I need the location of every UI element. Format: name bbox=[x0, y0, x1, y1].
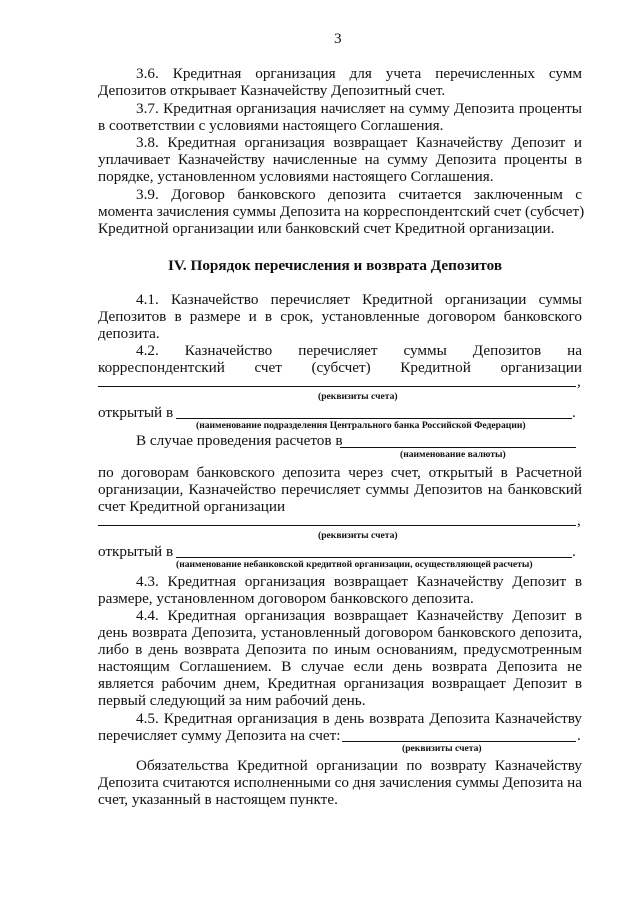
para-3-9-line3: Кредитной организации или банковский счет Кредитной организации. bbox=[98, 220, 555, 237]
para-4-2-line2: корреспондентский счет (субсчет) Кредитной организации bbox=[98, 359, 582, 376]
account-details-line bbox=[98, 386, 576, 387]
cb-division-line bbox=[176, 418, 572, 419]
comma-mark: , bbox=[577, 373, 581, 390]
para-3-9-line2: момента зачисления суммы Депозита на корреспондентский счет (субсчет) bbox=[98, 203, 585, 220]
caption-account-details-2: (реквизиты счета) bbox=[318, 530, 398, 541]
caption-account-details: (реквизиты счета) bbox=[318, 391, 398, 402]
para-4-3-line1: 4.3. Кредитная организация возвращает Казначейству Депозит в bbox=[136, 573, 582, 590]
para-4-4-line4: настоящим Соглашением. В случае если день возврата Депозита не bbox=[98, 658, 582, 675]
section-heading: IV. Порядок перечисления и возврата Депозитов bbox=[168, 257, 503, 274]
in-case-label: В случае проведения расчетов в bbox=[136, 432, 343, 449]
period-mark-2: . bbox=[572, 543, 576, 560]
caption-account-details-3: (реквизиты счета) bbox=[402, 743, 482, 754]
para-4-1-line3: депозита. bbox=[98, 325, 160, 342]
opened-in-label-2: открытый в bbox=[98, 543, 174, 560]
page-number: 3 bbox=[334, 30, 342, 47]
para-3-8-line2: уплачивает Казначейству начисленные на сумму Депозита проценты в bbox=[98, 151, 582, 168]
comma-mark-2: , bbox=[577, 512, 581, 529]
para-4-4-line3: либо в день возврата Депозита по иным основаниям, предусмотренным bbox=[98, 641, 582, 658]
caption-nbko: (наименование небанковской кредитной организации, осуществляющей расчеты) bbox=[176, 559, 533, 570]
para-3-6-line1: 3.6. Кредитная организация для учета перечисленных сумм bbox=[136, 65, 582, 82]
para-3-8-line1: 3.8. Кредитная организация возвращает Казначейству Депозит и bbox=[136, 134, 582, 151]
nbko-line bbox=[176, 557, 572, 558]
para-4-1-line2: Депозитов в размере и в срок, установленные договором банковского bbox=[98, 308, 582, 325]
para-4-1-line1: 4.1. Казначейство перечисляет Кредитной организации суммы bbox=[136, 291, 582, 308]
para-4-2b-line2: организации, Казначейство перечисляет суммы Депозитов на банковский bbox=[98, 481, 582, 498]
para-4-3-line2: размере, установленном договором банковского депозита. bbox=[98, 590, 474, 607]
para-4-5b-line3: счет, указанный в настоящем пункте. bbox=[98, 791, 338, 808]
return-account-line bbox=[342, 741, 576, 742]
account-details-line-2 bbox=[98, 525, 576, 526]
period-mark: . bbox=[572, 404, 576, 421]
para-4-5b-line2: Депозита считаются исполненными со дня зачисления суммы Депозита на bbox=[98, 774, 582, 791]
para-4-2-line1: 4.2. Казначейство перечисляет суммы Депозитов на bbox=[136, 342, 582, 359]
para-4-4-line1: 4.4. Кредитная организация возвращает Казначейству Депозит в bbox=[136, 607, 582, 624]
caption-cb-division: (наименование подразделения Центрального банка Российской Федерации) bbox=[196, 420, 526, 431]
para-3-6-line2: Депозитов открывает Казначейству Депозитный счет. bbox=[98, 82, 446, 99]
opened-in-label: открытый в bbox=[98, 404, 174, 421]
para-4-2b-line3: счет Кредитной организации bbox=[98, 498, 286, 515]
para-3-9-line1: 3.9. Договор банковского депозита считается заключенным с bbox=[136, 186, 582, 203]
para-4-5b-line1: Обязательства Кредитной организации по возврату Казначейству bbox=[136, 757, 582, 774]
para-3-8-line3: порядке, установленном условиями настоящего Соглашения. bbox=[98, 168, 494, 185]
para-4-2b-line1: по договорам банковского депозита через счет, открытый в Расчетной bbox=[98, 464, 582, 481]
currency-line bbox=[340, 447, 576, 448]
caption-currency: (наименование валюты) bbox=[400, 449, 506, 460]
para-3-7-line1: 3.7. Кредитная организация начисляет на сумму Депозита проценты bbox=[136, 100, 582, 117]
para-4-4-line5: является рабочим днем, Кредитная организация возвращает Депозит в bbox=[98, 675, 582, 692]
para-4-4-line6: первый следующий за ним рабочий день. bbox=[98, 692, 366, 709]
period-mark-3: . bbox=[577, 727, 581, 744]
para-3-7-line2: в соответствии с условиями настоящего Соглашения. bbox=[98, 117, 444, 134]
para-4-5-line1: 4.5. Кредитная организация в день возврата Депозита Казначейству bbox=[136, 710, 582, 727]
para-4-4-line2: день возврата Депозита, установленный договором банковского депозита, bbox=[98, 624, 582, 641]
para-4-5-line2: перечисляет сумму Депозита на счет: bbox=[98, 727, 341, 744]
